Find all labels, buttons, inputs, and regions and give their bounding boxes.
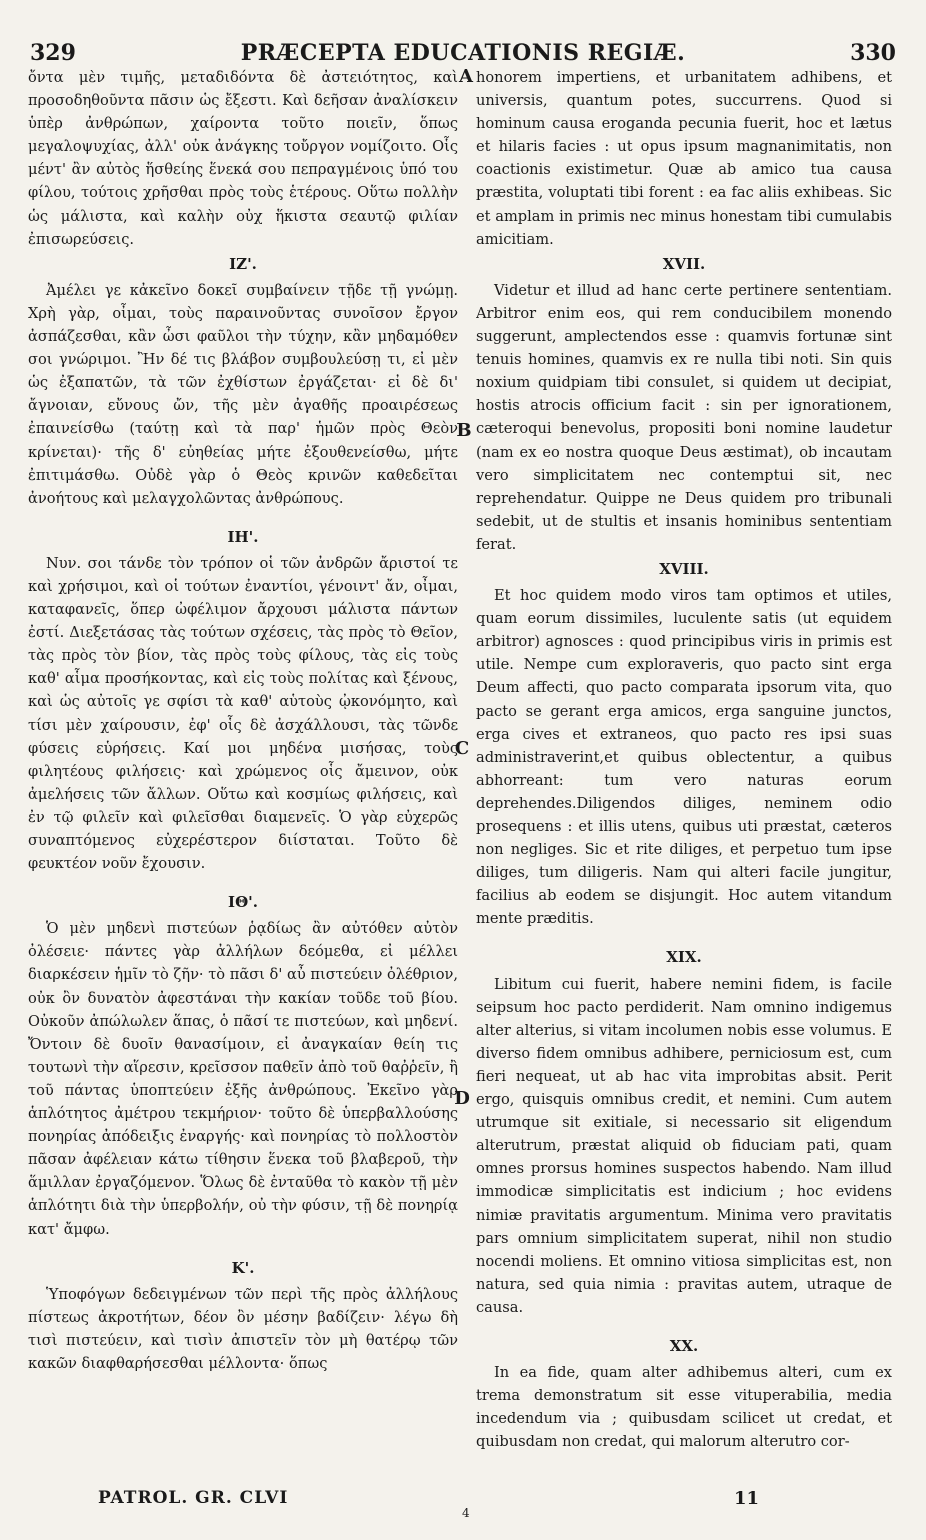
greek-paragraph-4: Ὁ μὲν μηδενὶ πιστεύων ῥᾳδίως ἂν αὐτόθεν αὐτὸν ὀλέσειε· πάντες γὰρ ἀλλήλων δεόμεθα, εἰ μέλλει διαρκέσειν ἡμῖν τὸ ζῆν· τὸ πᾶσι δ' αὖ πιστεύειν ὀλέθριον, οὐκ ὂν δυνατὸν ἀφεστάναι τὴν κακίαν τοῦδε τοῦ βίου. Οὐκοῦν ἀπώλωλεν ἅπας, ὁ πᾶσί τε πιστεύων, καὶ μηδενί. Ὄντοιν δὲ δυοῖν θανασίμοιν, εἰ ἀναγκαίαν θείη τις τουτωνὶ τὴν αἵρεσιν, κρεῖσσον παθεῖν ἀπὸ τοῦ θαῤῥεῖν, ἢ τοῦ πάντας ὑποπτεύειν ἐξῆς ἀνθρώπους. Ἐκεῖνο γὰρ ἁπλότητος ἀμέτρου τεκμήριον· τοῦτο δὲ ὑπερβαλλούσης πονηρίας ἀπόδειξις ἐναργής· καὶ πονηρίας τὸ πολλοστὸν πᾶσαν ἀφέλειαν κάτω τίθησιν ἕνεκα τοῦ βλαβεροῦ, τὴν ἅμιλλαν ἐργαζόμενον. Ὅλως δὲ ἐνταῦθα τὸ κακὸν τῇ μὲν ἁπλότητι διὰ τὴν ὑπερβολήν, οὐ τὴν φύσιν, τῇ δὲ πονηρίᾳ κατ' ἄμφω.: [28, 920, 458, 1238]
greek-paragraph-2: Ἀμέλει γε κἀκεῖνο δοκεῖ συμβαίνειν τῇδε τῇ γνώμῃ. Χρὴ γὰρ, οἶμαι, τοὺς παραινοῦντας συνοῖσον ἔργον ἀσπάζεσθαι, κἂν ὦσι φαῦλοι τὴν τύχην, κἂν μηδαμόθεν σοι γνώριμοι. Ἢν δέ τις βλάβον συμβουλεύσῃ τι, εἰ μὲν ὡς ἐξαπατῶν, τὰ τῶν ἐχθίστων ἐργάζεται· εἰ δὲ δι' ἄγνοιαν, εὔνους ὤν, τῆς μὲν ἀγαθῆς προαιρέσεως ἐπαινείσθω (ταύτῃ καὶ τὰ παρ' ἡμῶν πρὸς Θεὸν κρίνεται)· τῆς δ' εὐηθείας μήτε ἐξουθενείσθω, μήτε ἐπιτιμάσθω. Οὐδὲ γὰρ ὁ Θεὸς κρινῶν καθεδεῖται ἀνοήτους καὶ μελαγχολῶντας ἀνθρώπους.: [28, 281, 458, 507]
margin-marker-d: D: [454, 1088, 470, 1109]
greek-paragraph-1: ὄντα μὲν τιμῆς, μεταδιδόντα δὲ ἀστειότητος, καὶ προσοδηθοῦντα πᾶσιν ὡς ἔξεστι. Καὶ δεῆσαν ἀναλίσκειν ὑπὲρ ἀνθρώπων, χαίροντα τοῦτο ποιεῖν, ὅπως μεγαλοψυχίας, ἀλλ' οὐκ ἀνάγκης τοὔργον νομίζοιτο. Οἷς μέντ' ἂν αὐτὸς ἥσθείης ἕνεκά σου πεπραγμένοις ὑπό του φίλου, τούτοις χρῆσθαι πρὸς τοὺς ἑτέρους. Οὕτω πολλὴν ὡς μάλιστα, καὶ καλὴν οὐχ ἥκιστα σεαυτῷ φιλίαν ἐπισωρεύσεις.: [28, 69, 458, 248]
footer-gathering-number: 11: [734, 1488, 760, 1509]
greek-column: [28, 66, 458, 1375]
greek-heading-20: Κ'.: [231, 1258, 255, 1277]
latin-column: [476, 66, 892, 1453]
footer-signature-mark: 4: [462, 1506, 470, 1520]
margin-marker-b: B: [456, 420, 472, 441]
greek-paragraph-5: Ὑποφόγων δεδειγμένων τῶν περὶ τῆς πρὸς ἀλλήλους πίστεως ἀκροτήτων, δέον ὂν μέσην βαδίζειν· λέγω δὴ τισὶ πιστεύειν, καὶ τισὶν ἀπιστεῖν τὸν μὴ θατέρῳ τῶν κακῶν διαφθαρήσεσθαι μέλλοντα· ὅπως: [28, 1285, 458, 1372]
greek-heading-19: ΙΘ'.: [228, 893, 258, 912]
latin-heading-17: XVII.: [662, 254, 706, 273]
latin-paragraph-3: Et hoc quidem modo viros tam optimos et utiles, quam eorum dissimiles, luculente satis (ut equidem arbitror) agnosces : quod principibus viris in primis est utile. Nempe cum exploraveris, quo pacto sint erga Deum affecti, quo pacto comparata ipsorum vita, quo pacto se gerant erga amicos, erga sanguine junctos, erga cives et extraneos, quo pacto res ipsi suas administraverint,et quibus oblectentur, a quibus abhorreant: tum vero naturas eorum deprehendes.Diligendos diliges, neminem odio prosequens : et illis utens, quibus uti præstat, cæteros non negliges. Sic et rite diliges, et perpetuo tum ipse diliges, tum diligeris. Nam qui alteri facile jungitur, facilius ab eodem se disjungit. Hoc autem vitandum mente præditis.: [476, 587, 892, 928]
latin-paragraph-4: Libitum cui fuerit, habere nemini fidem, is facile seipsum hoc pacto perdiderit. Nam omnino indigemus alter alterius, si vitam incolumen nobis esse volumus. E diverso fidem omnibus adhibere, perniciosum est, cum fieri nequeat, ut ab hac vita improbitas absit. Perit ergo, quisquis omnibus credit, et nemini. Cum autem utrumque sit exitiale, si necessario sit eligendum alterutrum, præstat aliquid ob fiduciam pati, quam omnes prorsus homines suspectos habendo. Nam illud immodicæ simplicitatis est indicium ; hoc evidens nimiæ pravitatis argumentum. Minima vero pravitatis pars omnium simplicitatem superat, nihil non studio nocendi moliens. Et omnino vitiosa simplicitas est, non natura, sed quia nimia : pravitas autem, utraque de causa.: [476, 975, 892, 1316]
greek-heading-18: ΙΗ'.: [227, 527, 259, 546]
footer-series-label: PATROL. GR. CLVI: [98, 1488, 289, 1508]
greek-paragraph-3: Νυν. σοι τάνδε τὸν τρόπον οἱ τῶν ἀνδρῶν ἄριστοί τε καὶ χρήσιμοι, καὶ οἱ τούτων ἐναντίοι, γένοιντ' ἄν, οἶμαι, καταφανεῖς, ὅπερ ὠφέλιμον ἄρχουσι μάλιστα πάντων ἐστί. Διεξετάσας τὰς τούτων σχέσεις, τὰς πρὸς τὸ Θεῖον, τὰς πρὸς τὸν βίον, τὰς πρὸς τοὺς φίλους, τὰς εἰς τοὺς καθ' αἷμα προσήκοντας, καὶ εἰς τοὺς πολίτας καὶ ξένους, καὶ ὡς αὐτοῖς γε σφίσι τὰ καθ' αὑτοὺς ᾠκονόμητο, καὶ τίσι μὲν χαίρουσιν, ἐφ' οἷς δὲ ἀσχάλλουσι, τὰς τῶνδε φύσεις εὑρήσεις. Καί μοι μηδένα μισήσας, τοὺς φιλητέους φιλήσεις· καὶ χρώμενος οἷς ἄμεινον, οὐκ ἀμελήσεις τῶν ἄλλων. Οὕτω καὶ κοσμίως φιλήσεις, καὶ ἐν τῷ φιλεῖν καὶ φιλεῖσθαι διαμενεῖς. Ὁ γὰρ εὐχερῶς συναπτόμενος εὐχερέστερον διίσταται. Τοῦτο δὲ φευκτέον νοῦν ἔχουσιν.: [28, 554, 458, 873]
latin-paragraph-2: Videtur et illud ad hanc certe pertinere sententiam. Arbitror enim eos, qui rem conducibilem monendo suggerunt, amplectendos esse : quamvis fortunæ sint tenuis homines, quamvis ex re nulla tibi noti. Sin quis noxium quidpiam tibi consulet, si quidem ut decipiat, hostis atrocis officium facit : sin per ignorationem, cæteroqui benevolus, propositi boni nomine laudetur (nam ex eo nostra quoque Deus æstimat), ob incautam vero simplicitatem nec contemptui sit, nec reprehendatur. Quippe ne Deus quidem pro tribunali sedebit, ut de stultis et insanis hominibus sententiam ferat.: [476, 281, 892, 553]
page-number-left: 329: [30, 40, 76, 66]
latin-heading-18: XVIII.: [659, 559, 709, 578]
latin-heading-19: XIX.: [666, 948, 702, 967]
running-title: PRÆCEPTA EDUCATIONIS REGIÆ.: [240, 40, 686, 66]
greek-heading-17: ΙΖ'.: [229, 254, 257, 273]
latin-paragraph-5: In ea fide, quam alter adhibemus alteri, cum ex trema demonstratum sit esse vituperabilia, media incedendum via ; quibusdam scilicet ut credat, et quibusdam non credat, qui malorum alterutro cor-: [476, 1364, 892, 1451]
latin-paragraph-1: honorem impertiens, et urbanitatem adhibens, et universis, quantum potes, succurrens. Quod si hominum causa eroganda pecunia fuerit, hoc et lætus et hilaris facies : ut opus ipsum magnanimitatis, non coactionis existimetur. Quæ ab amico tua causa præstita, voluptati tibi forent : ea fac aliis exhibeas. Sic et amplam in primis nec minus honestam tibi cumulabis amicitiam.: [476, 69, 892, 248]
latin-heading-20: XX.: [669, 1336, 699, 1355]
margin-marker-c: C: [454, 738, 470, 759]
page-header: [30, 30, 896, 66]
page-number-right: 330: [850, 40, 896, 66]
margin-marker-a: A: [459, 66, 473, 87]
